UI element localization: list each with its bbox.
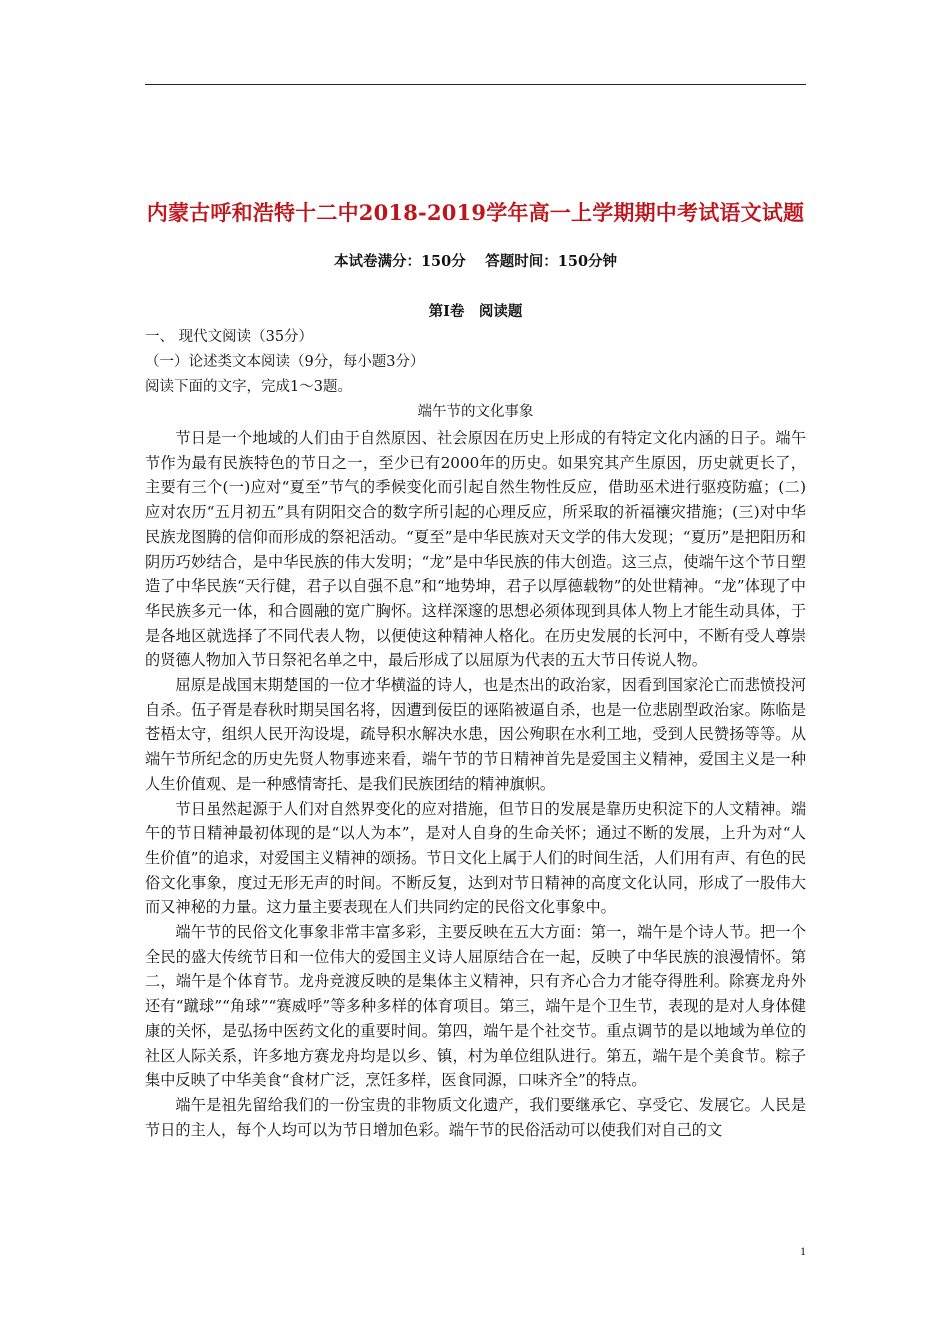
paragraph-4: 端午节的民俗文化事象非常丰富多彩，主要反映在五大方面：第一，端午是个诗人节。把一个全民的盛大传统节日和一位伟大的爱国主义诗人屈原结合在一起，反映了中华民族的浪漫情怀。第二，端午是个体育节。龙舟竞渡反映的是集体主义精神，只有齐心合力才能夺得胜利。除赛龙舟外还有“蹴球”“角球”“赛威呼”等多种多样的体育项目。第三，端午是个卫生节，表现的是对人身体健康的关怀，是弘扬中医药文化的重要时间。第四，端午是个社交节。重点调节的是以地域为单位的社区人际关系，许多地方赛龙舟均是以乡、镇，村为单位组队进行。第五，端午是个美食节。粽子集中反映了中华美食“食材广泛，烹饪多样，医食同源，口味齐全”的特点。 [145,923,806,1090]
paragraph-2: 屈原是战国末期楚国的一位才华横溢的诗人，也是杰出的政治家，因看到国家沦亡而悲愤投河自杀。伍子胥是春秋时期吴国名将，因遭到佞臣的诬陷被逼自杀，也是一位悲剧型政治家。陈临是苍梧太守，组织人民开沟设堤，疏导积水解决水患，因公殉职在水利工地，受到人民赞扬等等。从端午节所纪念的历史先贤人物事迹来看，端午节的节日精神首先是爱国主义精神，爱国主义是一种人生价值观、是一种感情寄托、是我们民族团结的精神旗帜。 [145,676,806,793]
page-number: 1 [800,1244,806,1258]
exam-title: 内蒙古呼和浩特十二中2018-2019学年高一上学期期中考试语文试题 [146,200,805,225]
reading-instruction: 阅读下面的文字，完成1～3题。 [145,379,352,395]
article-body [145,426,806,1142]
sub-part-heading: （一）论述类文本阅读（9分，每小题3分） [145,354,425,370]
paragraph-5: 端午是祖先留给我们的一份宝贵的非物质文化遗产，我们要继承它、享受它、发展它。人民是节日的主人，每个人均可以为节日增加色彩。端午节的民俗活动可以使我们对自己的文 [145,1095,806,1139]
article-title: 端午节的文化事象 [417,404,534,420]
exam-meta: 本试卷满分：150分 答题时间：150分钟 [333,253,618,270]
paragraph-1: 节日是一个地域的人们由于自然原因、社会原因在历史上形成的有特定文化内涵的日子。端午节作为最有民族特色的节日之一，至少已有2000年的历史。如果究其产生原因，历史就更长了，主要有三个(一)应对“夏至”节气的季候变化而引起自然生物性反应，借助巫术进行驱疫防瘟；(二)应对农历“五月初五”具有阴阳交合的数字所引起的心理反应，所采取的祈福禳灾措施；(三)对中华民族龙图腾的信仰而形成的祭祀活动。“夏至”是中华民族对天文学的伟大发现；“夏历”是把阳历和阴历巧妙结合，是中华民族的伟大发明；“龙”是中华民族的伟大创造。这三点，使端午这个节日塑造了中华民族“天行健，君子以自强不息”和“地势坤，君子以厚德载物”的处世精神。“龙”体现了中华民族多元一体，和合圆融的宽广胸怀。这样深邃的思想必须体现到具体人物上才能生动具体，于是各地区就选择了不同代表人物，以便使这种精神人格化。在历史发展的长河中，不断有受人尊崇的贤德人物加入节日祭祀名单之中，最后形成了以屈原为代表的五大节日传说人物。 [145,429,806,670]
section-heading: 第Ⅰ卷 阅读题 [428,303,523,320]
paragraph-3: 节日虽然起源于人们对自然界变化的应对措施，但节日的发展是靠历史积淀下的人文精神。端午的节日精神最初体现的是“以人为本”，是对人自身的生命关怀；通过不断的发展，上升为对“人生价值”的追求，对爱国主义精神的颂扬。节日文化上属于人们的时间生活，人们用有声、有色的民俗文化事象，度过无形无声的时间。不断反复，达到对节日精神的高度文化认同，形成了一股伟大而又神秘的力量。这力量主要表现在人们共同约定的民俗文化事象中。 [145,799,806,917]
part-heading: 一、 现代文阅读（35分） [145,329,314,345]
header-rule [145,84,806,85]
